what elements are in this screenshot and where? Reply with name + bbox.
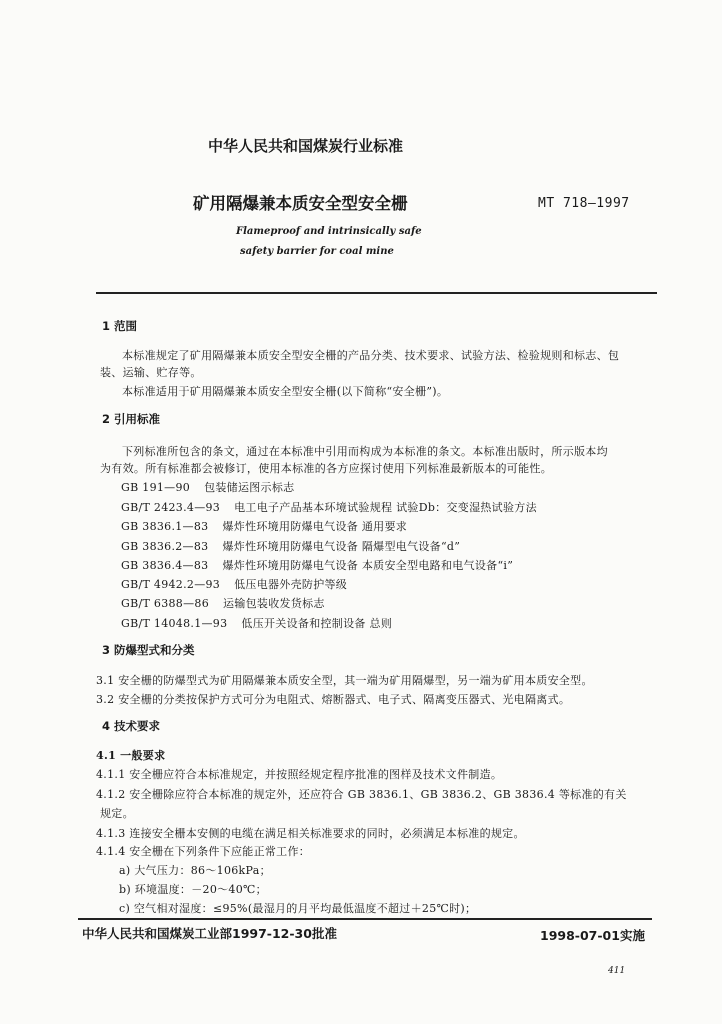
clause-4-1-2a: 4.1.2 安全栅除应符合本标准的规定外，还应符合 GB 3836.1、GB 3836.2、GB 3836.4 等标准的有关 [96, 788, 627, 801]
ref-code: GB 3836.4—83 [121, 559, 209, 572]
ref-code: GB 3836.2—83 [121, 540, 209, 553]
footer-rule [78, 918, 652, 920]
ref-title: 运输包装收发货标志 [223, 597, 325, 610]
ref-6 [121, 576, 347, 592]
ref-title: 爆炸性环境用防爆电气设备 本质安全型电路和电气设备“i” [222, 559, 514, 572]
section-1-para-1b: 装、运输、贮存等。 [100, 366, 202, 379]
ref-code: GB/T 4942.2—93 [121, 578, 221, 591]
effective-date: 1998-07-01实施 [540, 928, 645, 943]
english-title-line-2: safety barrier for coal mine [240, 246, 394, 257]
industry-title: 中华人民共和国煤炭行业标准 [208, 137, 404, 155]
clause-4-1-2b: 规定。 [100, 807, 134, 820]
ref-title: 包装储运图示标志 [204, 481, 295, 494]
condition-item-a: a) 大气压力：86～106kPa； [119, 864, 271, 877]
clause-3-2: 3.2 安全栅的分类按保护方式可分为电阻式、熔断器式、电子式、隔离变压器式、光电隔离式。 [96, 693, 571, 706]
condition-item-c: c) 空气相对湿度：≤95%(最湿月的月平均最低温度不超过＋25℃时)； [119, 902, 477, 915]
clause-3-1: 3.1 安全栅的防爆型式为矿用隔爆兼本质安全型，其一端为矿用隔爆型，另一端为矿用本质安全型。 [96, 674, 593, 687]
clause-4-1-4: 4.1.4 安全栅在下列条件下应能正常工作： [96, 845, 311, 858]
approval-statement: 中华人民共和国煤炭工业部1997-12-30批准 [82, 926, 337, 941]
section-1-heading: 1 范围 [102, 319, 138, 333]
ref-code: GB/T 2423.4—93 [121, 501, 221, 514]
section-2-heading: 2 引用标准 [102, 412, 161, 426]
header-rule [96, 292, 657, 294]
ref-1 [121, 479, 294, 495]
section-1-para-1a: 本标准规定了矿用隔爆兼本质安全型安全栅的产品分类、技术要求、试验方法、检验规则和标志、包 [122, 349, 620, 362]
english-title-line-1: Flameproof and intrinsically safe [236, 226, 422, 237]
clause-4-1: 4.1 一般要求 [96, 749, 166, 762]
ref-title: 爆炸性环境用防爆电气设备 隔爆型电气设备“d” [222, 540, 461, 553]
section-3-heading: 3 防爆型式和分类 [102, 643, 195, 657]
clause-4-1-3: 4.1.3 连接安全栅本安侧的电缆在满足相关标准要求的同时，必须满足本标准的规定。 [96, 827, 525, 840]
standard-code: MT 718—1997 [538, 196, 630, 211]
section-4-heading: 4 技术要求 [102, 719, 161, 733]
section-2-para-1a: 下列标准所包含的条文，通过在本标准中引用而构成为本标准的条文。本标准出版时，所示版本均 [122, 445, 608, 458]
ref-code: GB 191—90 [121, 481, 191, 494]
ref-5 [121, 557, 513, 573]
ref-2 [121, 499, 537, 515]
ref-code: GB/T 6388—86 [121, 597, 210, 610]
ref-code: GB 3836.1—83 [121, 520, 209, 533]
ref-3 [121, 518, 407, 534]
ref-title: 电工电子产品基本环境试验规程 试验Db：交变湿热试验方法 [234, 501, 537, 514]
page-number: 411 [608, 966, 626, 976]
section-2-para-1b: 为有效。所有标准都会被修订，使用本标准的各方应探讨使用下列标准最新版本的可能性。 [100, 462, 552, 475]
section-1-para-2: 本标准适用于矿用隔爆兼本质安全型安全栅(以下简称“安全栅”)。 [122, 385, 449, 398]
document-title: 矿用隔爆兼本质安全型安全栅 [193, 194, 408, 213]
ref-8 [121, 615, 392, 631]
ref-title: 爆炸性环境用防爆电气设备 通用要求 [222, 520, 408, 533]
condition-item-b: b) 环境温度：－20～40℃； [119, 883, 267, 896]
ref-code: GB/T 14048.1—93 [121, 617, 228, 630]
ref-4 [121, 538, 460, 554]
clause-4-1-1: 4.1.1 安全栅应符合本标准规定，并按照经规定程序批准的图样及技术文件制造。 [96, 768, 503, 781]
ref-title: 低压开关设备和控制设备 总则 [241, 617, 393, 630]
ref-7 [121, 595, 325, 611]
ref-title: 低压电器外壳防护等级 [234, 578, 348, 591]
